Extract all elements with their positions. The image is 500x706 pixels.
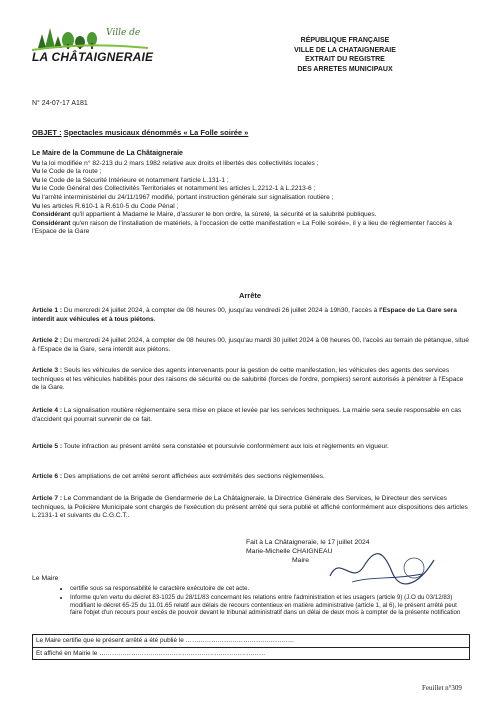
considerant-text: qu'en raison de l'installation de matériels, à l'occasion de cette manifestation « La Folle soirée», il y a lieu de réglementer l'accès à l'Espace de la Gare bbox=[32, 219, 452, 236]
certification-notes bbox=[60, 585, 470, 618]
considerant-paragraph bbox=[32, 211, 470, 220]
header-republic: RÉPUBLIQUE FRANÇAISE bbox=[300, 37, 390, 44]
subject-label: OBJET : bbox=[32, 128, 62, 137]
article-text-end: . bbox=[153, 315, 156, 323]
article-text: La signalisation routière réglementaire sera mise en place et levée par les services techniques. La mairie sera seule responsable en cas d'accident qui pourrait survenir de ce fait. bbox=[32, 407, 462, 423]
article-text: Des ampliations de cet arrêté seront affichées aux extrémités des sections réglementées. bbox=[63, 473, 325, 480]
article-text: Le Commandant de la Brigade de Gendarmerie de La Châtaigneraie, la Directrice Générale des Services, le Directeur des services techniques, la Policière Municipale sont chargés de l'exécution du présent arrêté qui sera publié et affiché conformément aux dispositions des articles L.2131-1 et suivants du C.G.C.T.. bbox=[32, 495, 468, 520]
article-text: Seuls les véhicules de service des agents intervenants pour la gestion de cette manifestation, les véhicules des agents des services techniques et les véhicules habilités pour des raisons de sécurité ou de salubrité (forces de l'ordre, pompiers) seront autorisés à pénétrer à l'Espace de la Gare. bbox=[32, 367, 464, 392]
vu-line bbox=[32, 203, 470, 212]
considerant-text: qu'il appartient à Madame le Maire, d'assurer le bon ordre, la sûreté, la sécurité et la salubrité publiques. bbox=[72, 211, 377, 219]
list-item: • Informe qu'en vertu du décret 83-1025 du 28/11/83 concernant les relations entre l'administration et les usagers (article 9) (J.O du 03/12/83) modifiant le décret 65-25 du 11.01.65 relatif aux délais de recours contentieux en matière administrative (article 1, al 6), le présent arrêté peut faire l'objet d'un recours pour excès de pouvoir devant le tribunal administratif dans un délai de deux mois à compter de la présente notification bbox=[70, 594, 470, 617]
vu-lead: Vu bbox=[32, 168, 41, 176]
logo-script-text: Ville de bbox=[106, 28, 141, 38]
vu-line bbox=[32, 177, 470, 186]
signature-title: Maire bbox=[292, 557, 309, 564]
subject-line bbox=[32, 128, 248, 137]
subject-text: Spectacles musicaux dénommés « La Folle soirée » bbox=[63, 128, 249, 137]
article-7 bbox=[32, 495, 470, 521]
article-label: Article 3 : bbox=[32, 367, 63, 374]
article-label: Article 4 : bbox=[32, 407, 63, 414]
display-row: Et affiché en Mairie le …………………………………………………………………… bbox=[36, 649, 266, 657]
header-town: VILLE DE LA CHATAIGNERAIE bbox=[294, 46, 396, 54]
article-text: Toute infraction au présent arrêté sera constatée et poursuivie conformément aux lois et règlements en vigueur. bbox=[63, 443, 389, 450]
article-1 bbox=[32, 307, 470, 324]
town-logo bbox=[28, 20, 158, 68]
article-4 bbox=[32, 407, 470, 424]
article-label: Article 5 : bbox=[32, 443, 63, 450]
article-bold-text: l'Espace de La Gare sera interdit aux véhicules et à tous piétons bbox=[32, 307, 457, 323]
preamble-title: Le Maire de la Commune de La Châtaigneraie bbox=[32, 150, 183, 157]
header-registry: DES ARRETES MUNICIPAUX bbox=[297, 65, 393, 73]
vu-text: le Code de la route ; bbox=[42, 168, 102, 176]
vu-lead: Vu bbox=[32, 176, 41, 184]
header-extract: EXTRAIT DU REGISTRE bbox=[305, 56, 385, 63]
article-3 bbox=[32, 367, 470, 393]
logo-town-name: LA CHÂTAIGNERAIE bbox=[32, 50, 154, 64]
article-2 bbox=[32, 337, 470, 354]
decree-heading: Arrête bbox=[238, 291, 262, 300]
vu-text: l'arrêté interministériel du 24/11/1967 modifié, portant instruction générale sur signalisation routière ; bbox=[42, 193, 334, 201]
vu-lead: Vu bbox=[32, 193, 41, 201]
considerant-lead: Considérant bbox=[32, 211, 71, 219]
vu-text: la loi modifiée n° 82-213 du 2 mars 1982 relative aux droits et libertés des collectivités locales ; bbox=[42, 159, 319, 167]
vu-lead: Vu bbox=[32, 202, 41, 210]
signature-place-date: Fait à La Châtaigneraie, le 17 juillet 2024 bbox=[246, 539, 370, 546]
vu-line bbox=[32, 160, 470, 169]
decree-reference: N° 24-07-17 A181 bbox=[32, 100, 88, 107]
sheet-number: Feuillet n°309 bbox=[422, 684, 462, 692]
article-5 bbox=[32, 443, 470, 452]
vu-text: les articles R.610-1 à R.610-5 du Code Pénal ; bbox=[42, 202, 179, 210]
vu-line bbox=[32, 168, 470, 177]
article-text: Du mercredi 24 juillet 2024, à compter de 08 heures 00, jusqu'au mardi 30 juillet 2024 à 08 heures 00, l'accès au terrain de pétanque, situé à l'Espace de la Gare, sera interdit aux piétons. bbox=[32, 337, 469, 353]
vu-lead: Vu bbox=[32, 185, 41, 193]
vu-text: le Code Général des Collectivités Territoriales et notamment les articles L.2212-1 à L.2213-6 ; bbox=[42, 185, 316, 193]
article-label: Article 6 : bbox=[32, 473, 63, 480]
publication-row: Le Maire certifie que le présent arrêté a été publié le …………………………………………… bbox=[33, 635, 469, 648]
signature-name: Marie-Michelle CHAIGNEAU bbox=[246, 548, 333, 555]
vu-text: le Code de la Sécurité Intérieure et notamment l'article L.131-1 ; bbox=[42, 176, 229, 184]
considerant-lead: Considérant bbox=[32, 219, 71, 227]
preamble bbox=[32, 150, 470, 237]
vu-lead: Vu bbox=[32, 159, 41, 167]
article-label: Article 1 : bbox=[32, 307, 63, 314]
list-item: • certifie sous sa responsabilité le caractère exécutoire de cet acte. bbox=[70, 585, 470, 593]
publication-box bbox=[32, 634, 470, 660]
vu-line bbox=[32, 194, 470, 203]
article-label: Article 7 : bbox=[32, 495, 63, 502]
article-text: Du mercredi 24 juillet 2024, à compter de 08 heures 00, jusqu'au vendredi 26 juillet 2024 à 19h30, l'accès à bbox=[63, 307, 380, 314]
considerant-paragraph bbox=[32, 220, 470, 237]
document-header bbox=[250, 36, 440, 74]
vu-line bbox=[32, 185, 470, 194]
article-6 bbox=[32, 473, 470, 482]
mayor-label: Le Maire bbox=[32, 575, 59, 582]
article-label: Article 2 : bbox=[32, 337, 63, 344]
